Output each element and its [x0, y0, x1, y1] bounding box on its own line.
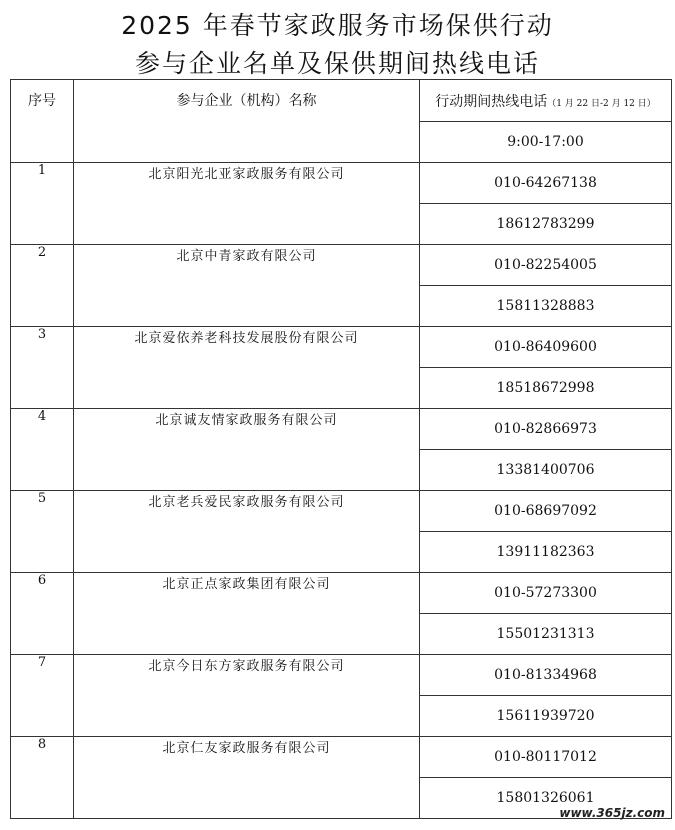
row-company-name: 北京老兵爱民家政服务有限公司: [74, 491, 420, 573]
row-seq: 7: [11, 655, 74, 737]
table-row: [11, 737, 672, 778]
row-phone-landline: 010-64267138: [420, 163, 672, 204]
row-company-name: 北京仁友家政服务有限公司: [74, 737, 420, 819]
row-phone-landline: 010-80117012: [420, 737, 672, 778]
header-seq: 序号: [11, 80, 74, 163]
row-company-name: 北京阳光北亚家政服务有限公司: [74, 163, 420, 245]
row-seq: 6: [11, 573, 74, 655]
row-phone-mobile: 15801326061: [420, 778, 672, 819]
company-hotline-table: [10, 79, 672, 819]
row-seq: 5: [11, 491, 74, 573]
header-row: [11, 80, 672, 122]
row-phone-mobile: 18612783299: [420, 204, 672, 245]
row-phone-landline: 010-68697092: [420, 491, 672, 532]
table-row: [11, 327, 672, 368]
row-seq: 1: [11, 163, 74, 245]
header-hotline: [420, 80, 672, 122]
row-seq: 2: [11, 245, 74, 327]
row-company-name: 北京今日东方家政服务有限公司: [74, 655, 420, 737]
row-phone-mobile: 13381400706: [420, 450, 672, 491]
row-seq: 3: [11, 327, 74, 409]
row-company-name: 北京正点家政集团有限公司: [74, 573, 420, 655]
row-phone-landline: 010-82866973: [420, 409, 672, 450]
table-row: [11, 655, 672, 696]
row-company-name: 北京中青家政有限公司: [74, 245, 420, 327]
table-row: [11, 245, 672, 286]
watermark: www.365jz.com: [559, 806, 665, 820]
row-phone-mobile: 13911182363: [420, 532, 672, 573]
header-hotline-label: 行动期间热线电话: [435, 93, 548, 110]
row-phone-mobile: 18518672998: [420, 368, 672, 409]
table-row: [11, 409, 672, 450]
header-company-name: 参与企业（机构）名称: [74, 80, 420, 163]
row-company-name: 北京诚友情家政服务有限公司: [74, 409, 420, 491]
table-row: [11, 163, 672, 204]
page-title: 2025 年春节家政服务市场保供行动: [121, 11, 554, 40]
row-seq: 4: [11, 409, 74, 491]
row-phone-mobile: 15611939720: [420, 696, 672, 737]
page-subtitle: 参与企业名单及保供期间热线电话: [134, 49, 540, 78]
service-hours: 9:00-17:00: [420, 122, 672, 163]
row-seq: 8: [11, 737, 74, 819]
row-phone-landline: 010-86409600: [420, 327, 672, 368]
row-phone-mobile: 15811328883: [420, 286, 672, 327]
row-phone-mobile: 15501231313: [420, 614, 672, 655]
table-row: [11, 491, 672, 532]
row-phone-landline: 010-82254005: [420, 245, 672, 286]
row-phone-landline: 010-57273300: [420, 573, 672, 614]
table-row: [11, 573, 672, 614]
header-hotline-period: （1 月 22 日-2 月 12 日）: [547, 98, 656, 109]
row-company-name: 北京爱依养老科技发展股份有限公司: [74, 327, 420, 409]
row-phone-landline: 010-81334968: [420, 655, 672, 696]
